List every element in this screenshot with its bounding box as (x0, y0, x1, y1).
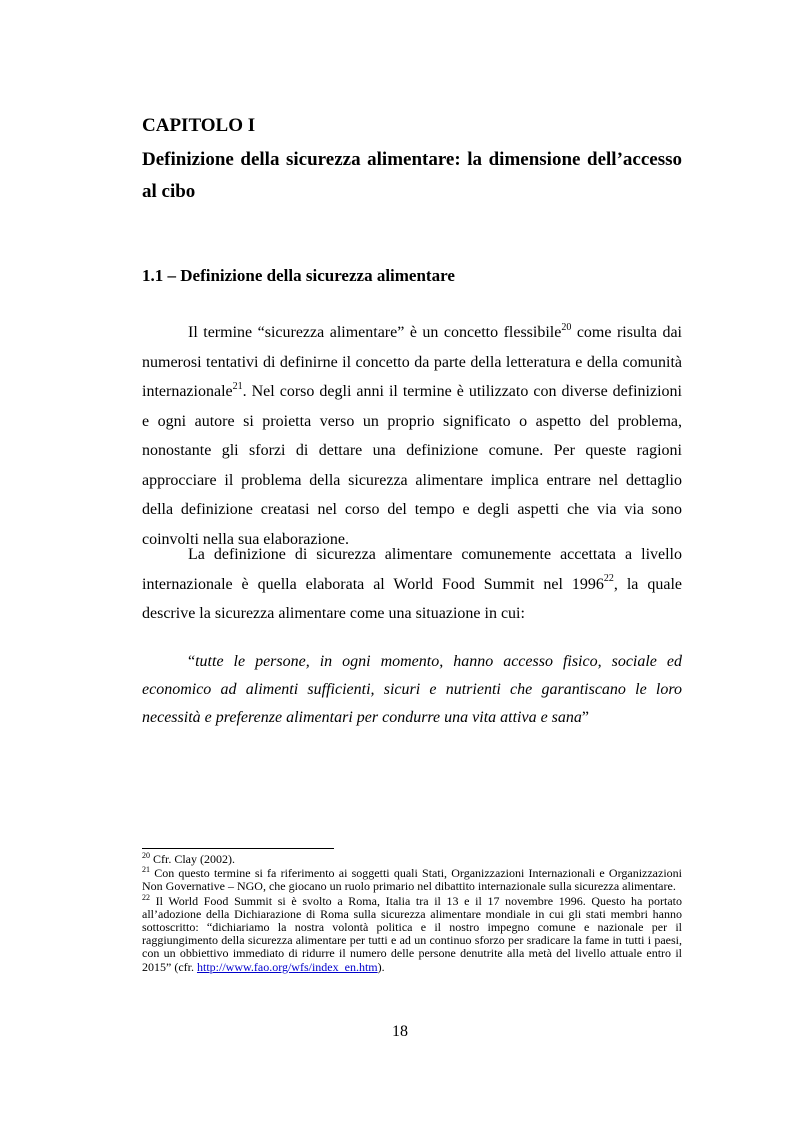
quote-close-mark: ” (581, 709, 590, 726)
footnote-22 (142, 892, 682, 974)
fao-link[interactable]: http://www.fao.org/wfs/index_en.htm (196, 959, 378, 974)
footnote-ref-21: 21 (232, 380, 243, 392)
quote-text: tutte le persone, in ogni momento, hanno accesso fisico, sociale ed economico ad alimenti sufficienti, sicuri e nutrienti che garantiscano le loro necessità e preferenze alimentari per condurre una vita attiva e sana (142, 653, 682, 726)
footnote-ref-22: 22 (603, 573, 614, 585)
paragraph-1 (142, 318, 682, 554)
footnote-20 (142, 853, 682, 866)
page-number: 18 (392, 1023, 408, 1040)
footnote-21-text: Con questo termine si fa riferimento ai soggetti quali Stati, Organizzazioni Internazionali e Organizzazioni Non Governative – NGO, che giocano un ruolo primario nel dibattito internazionale sulla sicurezza alimentare. (142, 866, 682, 894)
paragraph-1-text-b: come risulta dai numerosi tentativi di definirne il concetto da parte della letteratura e della comunità internazionale (142, 324, 682, 400)
footnote-number-21: 21 (142, 865, 150, 875)
footnote-separator (142, 848, 334, 849)
block-quote (142, 648, 682, 732)
footnote-number-20: 20 (142, 851, 150, 860)
footnote-22-text: Il World Food Summit si è svolto a Roma, Italia tra il 13 e il 17 novembre 1996. Questo ha portato all’adozione della Dichiarazione di Roma sulla sicurezza alimentare mondiale in cui gli stati membri hanno sottoscritto: “dichiariamo la nostra volontà politica e il nostro impegno comune e nazionale per il raggiungimento della sicurezza alimentare per tutti e ad un continuo sforzo per sradicare la fame in tutti i paesi, con un obbiettivo immediato di ridurre il numero delle persone denutrite alla metà del livello attuale entro il 2015” (cfr. (142, 893, 682, 974)
paragraph-1-text-c: . Nel corso degli anni il termine è utilizzato con diverse definizioni e ogni autore si proietta verso un proprio significato o aspetto del problema, nonostante gli sforzi di dettare una definizione comune. Per queste ragioni approcciare il problema della sicurezza alimentare implica entrare nel dettaglio della definizione creatasi nel corso del tempo e degli aspetti che via via sono coinvolti nella sua elaborazione. (142, 383, 682, 548)
section-heading: 1.1 – Definizione della sicurezza alimentare (142, 266, 455, 285)
footnotes (142, 853, 682, 975)
quote-open-mark: “ (188, 653, 196, 670)
paragraph-1-text-a: Il termine “sicurezza alimentare” è un concetto flessibile (188, 324, 562, 341)
footnote-21 (142, 867, 682, 893)
footnote-22-tail: ). (377, 959, 385, 974)
paragraph-2 (142, 540, 682, 629)
paragraph-2-text-b: , la quale descrive la sicurezza alimentare come una situazione in cui: (142, 575, 682, 622)
footnote-20-text: Cfr. Clay (2002). (150, 852, 235, 866)
paragraph-2-text-a: La definizione di sicurezza alimentare comunemente accettata a livello internazionale è quella elaborata al World Food Summit nel 1996 (142, 546, 682, 593)
chapter-label: CAPITOLO I (142, 115, 256, 136)
footnote-ref-20: 20 (561, 321, 572, 333)
chapter-title: Definizione della sicurezza alimentare: la dimensione dell’accesso al cibo (142, 149, 682, 202)
footnote-number-22: 22 (142, 892, 150, 902)
